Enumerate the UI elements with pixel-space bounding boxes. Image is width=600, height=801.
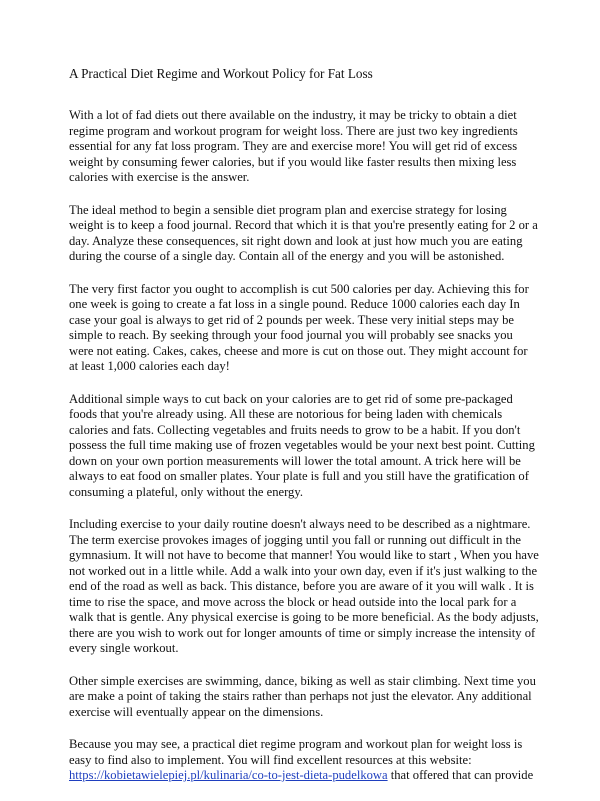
paragraph-4: Additional simple ways to cut back on your calories are to get rid of some pre-packaged foods that you're already using. All these are notorious for being laden with chemicals calories and fats. Collecting vegetables and fruits needs to grow to be a habit. If you don't possess the full time making use of frozen vegetables would be your next best point. Cutting down on your own portion measurements will lower the total amount. A trick here will be always to eat food on smaller plates. Your plate is full and you still have the gratification of consuming a plateful, only without the energy. xyxy=(69,391,535,499)
paragraph-7-text-before-link: Because you may see, a practical diet regime program and workout plan for weight loss is easy to find also to implement. You will find excellent resources at this website: xyxy=(69,737,523,767)
paragraph-7 xyxy=(69,737,539,784)
paragraph-3: The very first factor you ought to accomplish is cut 500 calories per day. Achieving this for one week is going to create a fat loss in a single pound. Reduce 1000 calories each day In case your goal is always to get rid of 2 pounds per week. These very initial steps may be simple to reach. By seeking through your food journal you will probably see snacks you were not eating. Cakes, cakes, cheese and more is cut on those out. They might account for at least 1,000 calories each day! xyxy=(69,281,529,373)
paragraph-2: The ideal method to begin a sensible diet program plan and exercise strategy for losing weight is to keep a food journal. Record that which it is that you're presently eating for 2 or a day. Analyze these consequences, sit right down and look at just how much you are eating during the course of a single day. Contain all of the energy and you will be astonished. xyxy=(69,202,538,263)
document-title: A Practical Diet Regime and Workout Policy for Fat Loss xyxy=(69,66,373,81)
paragraph-5: Including exercise to your daily routine doesn't always need to be described as a nightmare. The term exercise provokes images of jogging until you fall or running out difficult in the gymnasium. It will not have to become that manner! You would like to start , When you have not worked out in a little while. Add a walk into your own day, even if it's just walking to the end of the road as well as back. This distance, before you are aware of it you will walk . It is time to rise the space, and move across the block or head outside into the local park for a walk that is gentle. Any physical exercise is going to be more beneficial. As the body adjusts, there are you wish to work out for longer amounts of time or simply increase the intensity of every single workout. xyxy=(69,517,539,655)
paragraph-1: With a lot of fad diets out there available on the industry, it may be tricky to obtain a diet regime program and workout program for weight loss. There are just two key ingredients essential for any fat loss program. They are and exercise more! You will get rid of excess weight by consuming fewer calories, but if you would like faster results then mixing less calories with exercise is the answer. xyxy=(69,108,518,184)
paragraph-6: Other simple exercises are swimming, dance, biking as well as stair climbing. Next time you are make a point of taking the stairs rather than perhaps not just the elevator. Any additional exercise will eventually appear on the dimensions. xyxy=(69,673,536,719)
document-body xyxy=(69,108,539,801)
paragraph-7-text-after-link: that offered that can provide xyxy=(387,768,534,782)
resource-link[interactable]: https://kobietawielepiej.pl/kulinaria/co-to-jest-dieta-pudelkowa xyxy=(69,768,388,782)
